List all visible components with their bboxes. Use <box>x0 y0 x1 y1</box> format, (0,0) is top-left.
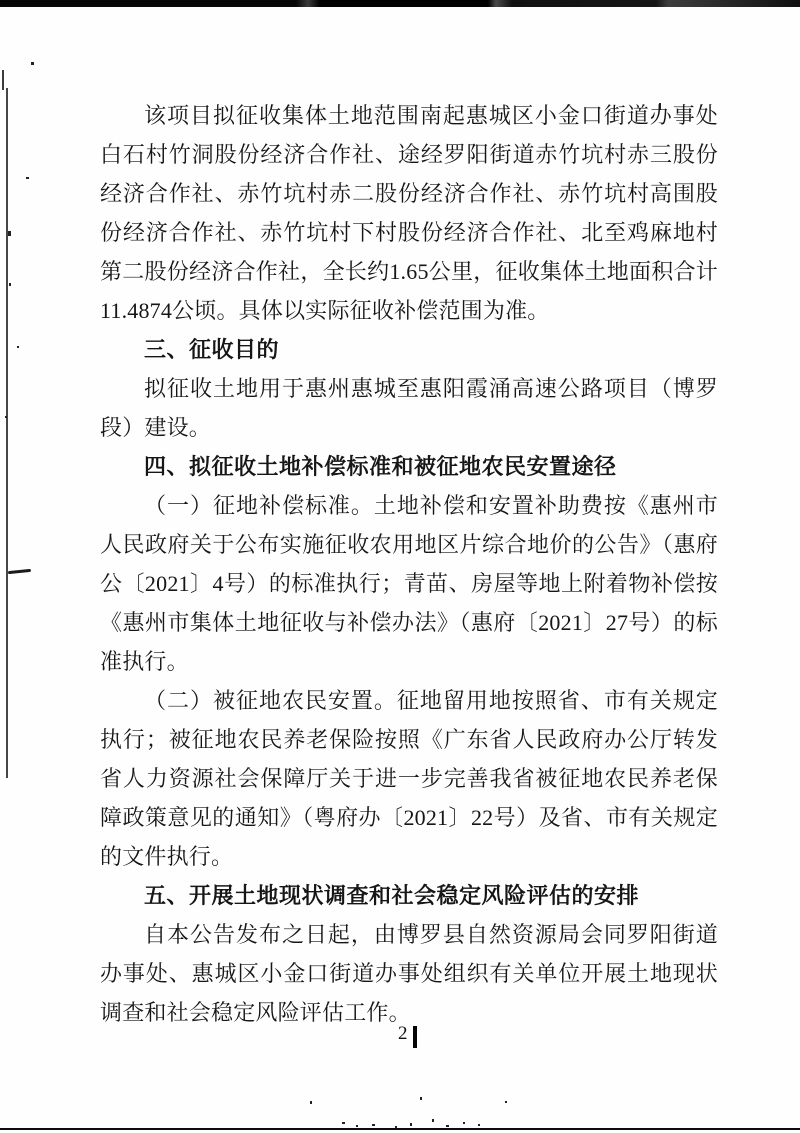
paragraph-farmer-resettlement: （二）被征地农民安置。征地留用地按照省、市有关规定执行；被征地农民养老保险按照《广东省人民政府办公厅转发省人力资源社会保障厅关于进一步完善我省被征地农民养老保障政策意见的通知》（粤府办〔2021〕22号）及省、市有关规定的文件执行。 <box>100 688 718 869</box>
scan-artifact-speck <box>9 283 11 286</box>
scan-artifact-speck <box>420 1097 422 1100</box>
scan-artifact-page-number-bar <box>413 1026 417 1048</box>
document-text-block <box>100 96 718 1032</box>
heading-section-4-compensation: 四、拟征收土地补偿标准和被征地农民安置途径 <box>144 454 617 479</box>
scan-artifact-speck <box>432 1119 434 1122</box>
scan-artifact-speck <box>8 231 11 236</box>
paragraph-purpose: 拟征收土地用于惠州惠城至惠阳霞涌高速公路项目（博罗段）建设。 <box>100 376 718 440</box>
scan-artifact-speck <box>478 1124 480 1126</box>
scan-artifact-speck <box>17 346 19 348</box>
scan-artifact-speck <box>505 1101 507 1103</box>
scan-artifact-speck <box>26 177 29 179</box>
heading-section-5-survey: 五、开展土地现状调查和社会稳定风险评估的安排 <box>144 883 640 908</box>
scan-artifact-speck <box>463 1122 465 1124</box>
scan-artifact-speck <box>342 1122 345 1124</box>
paragraph-survey-arrangement: 自本公告发布之日起，由博罗县自然资源局会同罗阳街道办事处、惠城区小金口街道办事处组织有关单位开展土地现状调查和社会稳定风险评估工作。 <box>100 922 718 1025</box>
paragraph-compensation-standard: （一）征地补偿标准。土地补偿和安置补助费按《惠州市人民政府关于公布实施征收农用地区片综合地价的公告》（惠府公〔2021〕4号）的标准执行；青苗、房屋等地上附着物补偿按《惠州市集体土地征收与补偿办法》（惠府〔2021〕27号）的标准执行。 <box>100 493 718 674</box>
scan-artifact-top-bar <box>0 0 800 7</box>
scan-artifact-speck <box>410 1123 412 1126</box>
scan-artifact-left-dash <box>8 569 31 574</box>
scan-artifact-left-short-line <box>2 70 4 90</box>
scan-artifact-speck <box>446 1125 449 1127</box>
scan-artifact-speck <box>31 62 34 65</box>
heading-section-3-purpose: 三、征收目的 <box>144 337 280 362</box>
page-number: 2 <box>398 1023 408 1044</box>
scan-artifact-speck <box>310 1101 312 1104</box>
scan-artifact-speck <box>356 1125 358 1127</box>
scan-artifact-speck <box>5 416 7 418</box>
scan-artifact-left-vertical-line <box>6 88 8 778</box>
scan-artifact-speck <box>372 1124 375 1126</box>
paragraph-land-scope: 该项目拟征收集体土地范围南起惠城区小金口街道办事处白石村竹洞股份经济合作社、途经罗阳街道赤竹坑村赤三股份经济合作社、赤竹坑村赤二股份经济合作社、赤竹坑村高围股份经济合作社、赤竹坑村下村股份经济合作社、北至鸡麻地村第二股份经济合作社，全长约1.65公里，征收集体土地面积合计11.4874公顷。具体以实际征收补偿范围为准。 <box>100 103 718 323</box>
scan-artifact-bottom-line <box>0 1128 800 1130</box>
